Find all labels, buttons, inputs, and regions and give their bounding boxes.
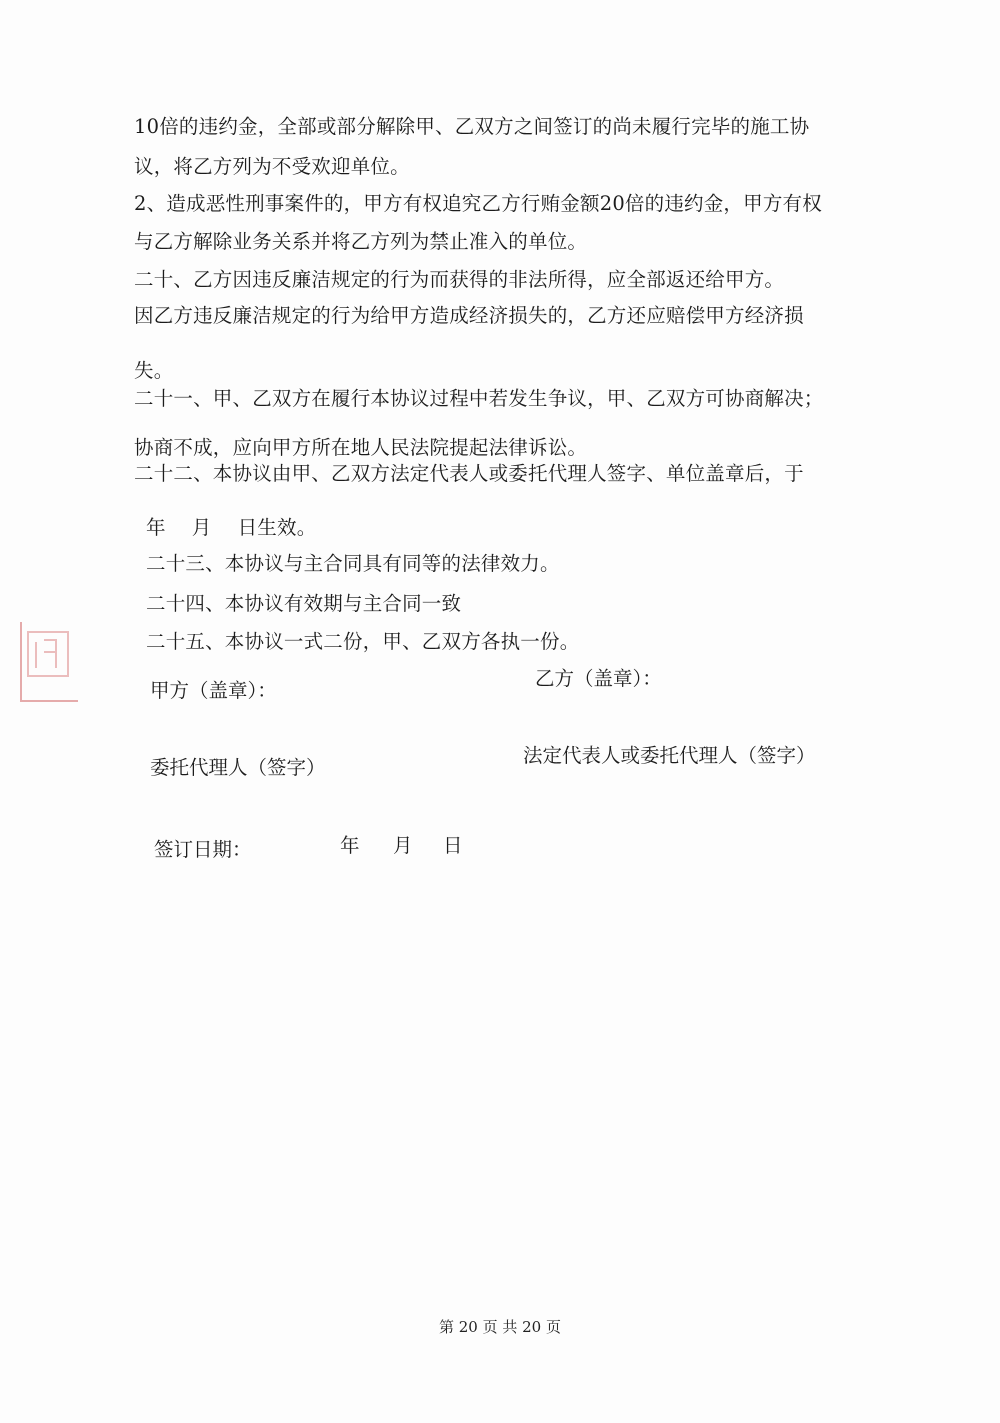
body-line-9: 协商不成，应向甲方所在地人民法院提起法律诉讼。 bbox=[134, 436, 588, 459]
body-line-13: 二十四、本协议有效期与主合同一致 bbox=[146, 592, 462, 615]
sign-date-month: 月 bbox=[393, 834, 413, 857]
body-line-4: 与乙方解除业务关系并将乙方列为禁止准入的单位。 bbox=[134, 230, 588, 253]
sign-date-day: 日 bbox=[443, 834, 463, 857]
body-line-11: 年 月 日生效。 bbox=[146, 516, 317, 539]
sign-date-year: 年 bbox=[340, 834, 360, 857]
body-line-7: 失。 bbox=[134, 359, 174, 382]
body-line-8: 二十一、甲、乙双方在履行本协议过程中若发生争议，甲、乙双方可协商解决； bbox=[134, 387, 824, 410]
page-footer: 第 20 页 共 20 页 bbox=[438, 1318, 561, 1336]
body-line-1: 10倍的违约金，全部或部分解除甲、乙双方之间签订的尚未履行完毕的施工协 bbox=[134, 115, 810, 138]
body-line-2: 议，将乙方列为不受欢迎单位。 bbox=[134, 155, 410, 178]
body-line-6: 因乙方违反廉洁规定的行为给甲方造成经济损失的，乙方还应赔偿甲方经济损 bbox=[134, 304, 804, 327]
body-line-10: 二十二、本协议由甲、乙双方法定代表人或委托代理人签字、单位盖章后，于 bbox=[134, 462, 804, 485]
party-b-seal-label: 乙方（盖章）： bbox=[535, 667, 662, 690]
party-b-agent-label: 法定代表人或委托代理人（签字） bbox=[523, 744, 816, 767]
sign-date-label: 签订日期： bbox=[154, 838, 252, 861]
seal-stamp-icon bbox=[20, 622, 78, 702]
body-line-14: 二十五、本协议一式二份，甲、乙双方各执一份。 bbox=[146, 630, 580, 653]
party-a-agent-label: 委托代理人（签字） bbox=[150, 756, 326, 779]
body-line-5: 二十、乙方因违反廉洁规定的行为而获得的非法所得，应全部返还给甲方。 bbox=[134, 268, 785, 291]
body-line-3: 2、造成恶性刑事案件的，甲方有权追究乙方行贿金额20倍的违约金，甲方有权 bbox=[134, 192, 822, 215]
body-line-12: 二十三、本协议与主合同具有同等的法律效力。 bbox=[146, 552, 560, 575]
party-a-seal-label: 甲方（盖章）： bbox=[150, 679, 277, 702]
